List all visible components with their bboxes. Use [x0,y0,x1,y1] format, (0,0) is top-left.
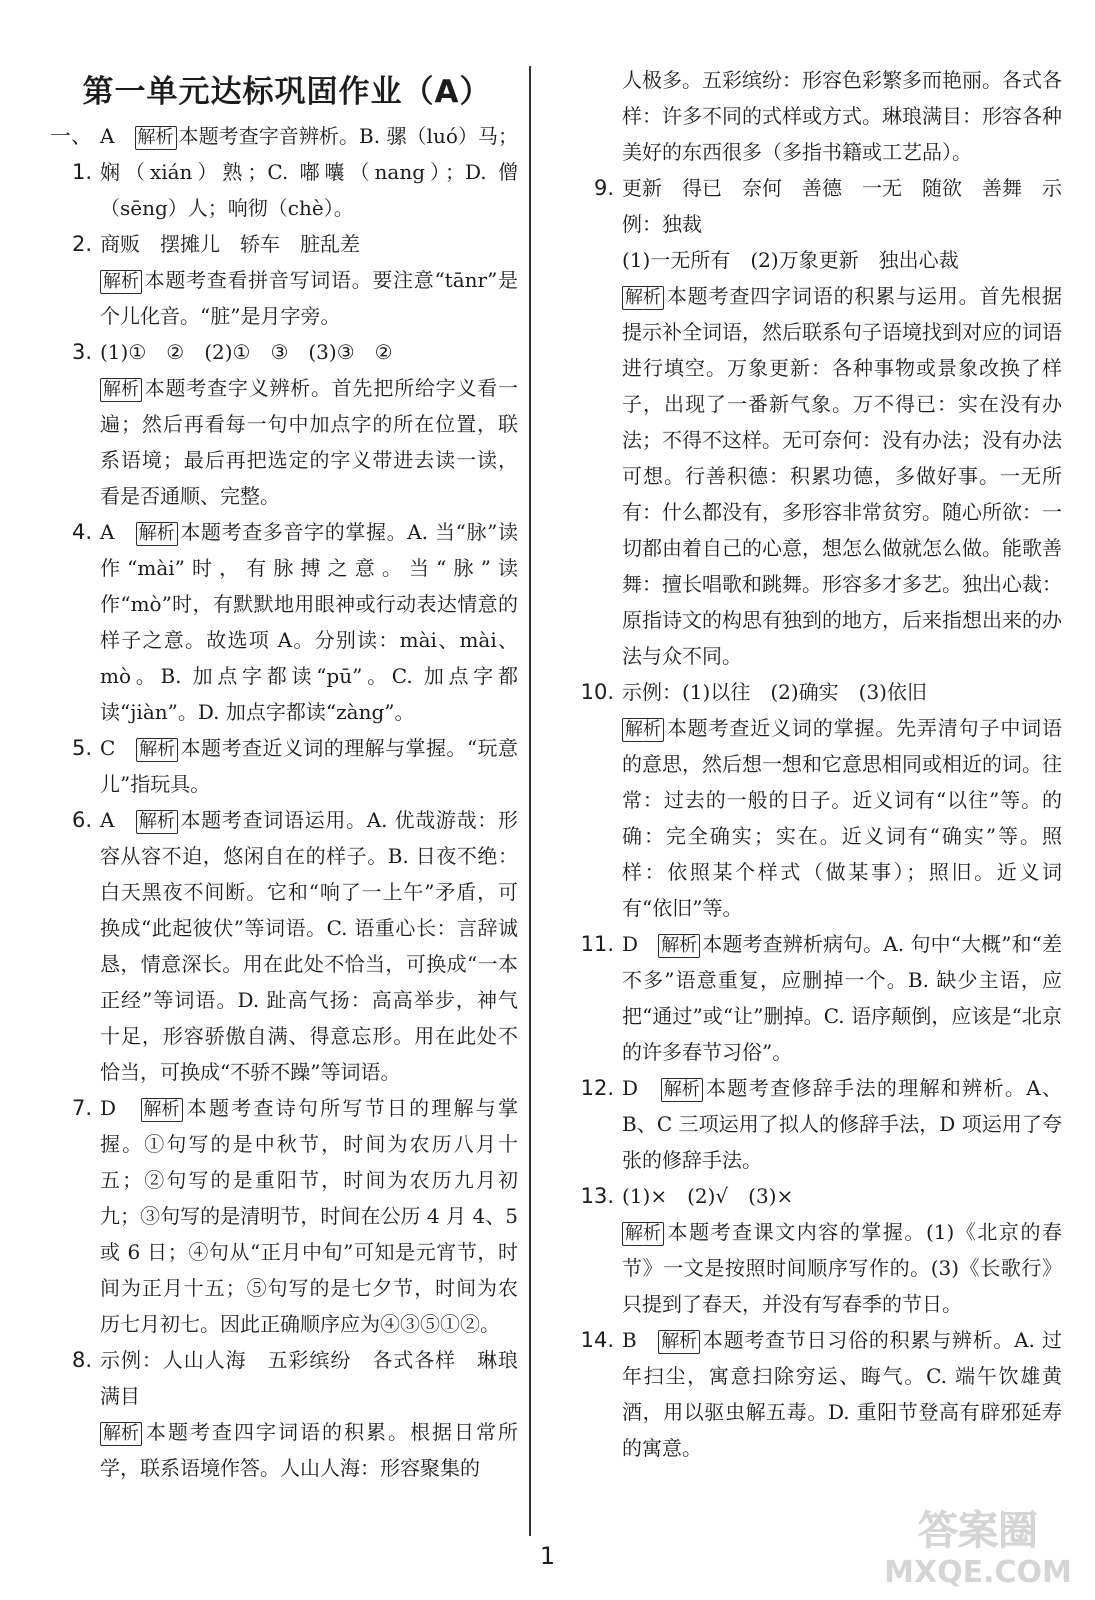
answer-text: 解析 本题考查四字词语的积累与运用。首先根据提示补全词语，然后联系句子语境找到对应的词语进行填空。万象更新：各种事物或景象改换了样子，出现了一番新气象。万不得已：实在没有办法；不得不这样。无可奈何：没有办法；没有办法可想。行善积德：积累功德，多做好事。一无所有：什么都没有，多形容非常贫穷。随心所欲：一切都由着自己的心意，想怎么做就怎么做。能歌善舞：擅长唱歌和跳舞。形容多才多艺。独出心裁：原指诗文的构思有独到的地方，后来指想出来的办法与众不同。 [622,284,1062,668]
answer-number: 9. [593,176,614,200]
answer-item [576,674,1062,926]
analysis-tag: 解析 [136,738,178,762]
left-column [30,118,518,1486]
answer-text: 解析 本题考查四字词语的积累。根据日常所学，联系语境作答。人山人海：形容聚集的 [100,1420,518,1480]
answer-text: 示例：(1)以往 (2)确实 (3)依旧 [622,680,927,704]
answer-text: D 解析 本题考查诗句所写节日的理解与掌握。①句写的是中秋节，时间为农历八月十五；②句写的是重阳节，时间为农历九月初九；③句写的是清明节，时间在公历 4 月 4、5 或 6 日；④句从“正月中旬”可知是元宵节，时间为正月十五；⑤句写的是七夕节，时间为农历七月初七。因此正确顺序应为④③⑤①②。 [100,1096,519,1336]
answer-text: 人极多。五彩缤纷：形容色彩繁多而艳丽。各式各样：许多不同的式样或方式。琳琅满目：形容各种美好的东西很多（多指书籍或工艺品）。 [622,68,1062,164]
column-divider [529,66,531,1536]
answer-item [576,170,1062,674]
answer-number: 7. [71,1096,92,1120]
analysis-tag: 解析 [658,1330,700,1354]
answer-text: C 解析 本题考查近义词的理解与掌握。“玩意儿”指玩具。 [100,736,518,796]
answer-text: 解析 本题考查字义辨析。首先把所给字义看一遍；然后再看每一句中加点字的所在位置，联系语境；最后再把选定的字义带进去读一读，看是否通顺、完整。 [100,376,518,508]
answer-text: (1)一无所有 (2)万象更新 独出心裁 [622,248,959,272]
answer-text: (1)① ② (2)① ③ (3)③ ② [100,340,393,364]
right-column [576,62,1062,1466]
page-title: 第一单元达标巩固作业（A） [82,74,492,110]
answer-text: A 解析 本题考查多音字的掌握。A. 当“脉”读作“mài”时，有脉搏之意。当“脉”读作“mò”时，有默默地用眼神或行动表达情意的样子之意。故选项 A。分别读：mài、mài、mò。B. 加点字都读“pū”。C. 加点字都读“jiàn”。D. 加点字都读“zàng”。 [100,520,518,724]
analysis-tag: 解析 [100,270,142,294]
answer-number: 8. [71,1348,92,1372]
answer-text: A 解析 本题考查字音辨析。B. 骡（luó）马；娴（xián）熟；C. 嘟囔（nang）；D. 僧（sēng）人；响彻（chè）。 [100,124,518,220]
watermark-logo-icon [878,1500,1078,1590]
analysis-tag: 解析 [100,1422,142,1446]
answer-item [576,1322,1062,1466]
analysis-tag: 解析 [661,1078,703,1102]
answer-text: D 解析 本题考查辨析病句。A. 句中“大概”和“差不多”语意重复，应删掉一个。B. 缺少主语，应把“通过”或“让”删掉。C. 语序颠倒，应该是“北京的许多春节习俗”。 [622,932,1062,1064]
answer-text: D 解析 本题考查修辞手法的理解和辨析。A、B、C 三项运用了拟人的修辞手法，D 项运用了夸张的修辞手法。 [622,1076,1062,1172]
answer-item [30,1090,518,1342]
svg-text:MXQE.COM: MXQE.COM [884,1555,1072,1590]
analysis-tag: 解析 [141,1098,183,1122]
answer-item [30,334,518,514]
answer-text: 解析 本题考查近义词的掌握。先弄清句子中词语的意思，然后想一想和它意思相同或相近的词。往常：过去的一般的日子。近义词有“以往”等。的确：完全确实；实在。近义词有“确实”等。照样：依照某个样式（做某事）；照旧。近义词有“依旧”等。 [622,716,1062,920]
analysis-tag: 解析 [136,810,178,834]
answer-number: 6. [71,808,92,832]
answer-text: (1)× (2)√ (3)× [622,1184,794,1208]
analysis-tag: 解析 [100,378,142,402]
answer-number: 2. [71,232,92,256]
answer-number: 12. [580,1076,614,1100]
answer-number: 一、1. [50,124,92,184]
answer-item [30,1342,518,1486]
answer-item [576,62,1062,170]
answer-number: 13. [580,1184,614,1208]
answer-item [30,226,518,334]
answer-item [576,1070,1062,1178]
analysis-tag: 解析 [658,934,700,958]
answer-text: A 解析 本题考查词语运用。A. 优哉游哉：形容从容不迫，悠闲自在的样子。B. 日夜不绝：白天黑夜不间断。它和“响了一上午”矛盾，可换成“此起彼伏”等词语。C. 语重心长：言辞诚恳，情意深长。用在此处不恰当，可换成“一本正经”等词语。D. 趾高气扬：高高举步，神气十足，形容骄傲自满、得意忘形。用在此处不恰当，可换成“不骄不躁”等词语。 [100,808,518,1084]
analysis-tag: 解析 [136,522,178,546]
analysis-tag: 解析 [622,1222,664,1246]
answer-number: 4. [71,520,92,544]
analysis-tag: 解析 [135,126,177,150]
svg-text:答案圈: 答案圈 [918,1508,1038,1554]
answer-text: 商贩 摆摊儿 轿车 脏乱差 [100,232,360,256]
answer-text: 示例：人山人海 五彩缤纷 各式各样 琳琅满目 [100,1348,518,1408]
answer-item [30,118,518,226]
answer-item [576,926,1062,1070]
answer-text: 解析 本题考查课文内容的掌握。(1)《北京的春节》一文是按照时间顺序写作的。(3)《长歌行》只提到了春天，并没有写春季的节日。 [622,1220,1062,1316]
analysis-tag: 解析 [622,718,664,742]
answer-number: 10. [580,680,614,704]
answer-item [30,802,518,1090]
answer-item [30,730,518,802]
answer-text: B 解析 本题考查节日习俗的积累与辨析。A. 过年扫尘，寓意扫除穷运、晦气。C. 端午饮雄黄酒，用以驱虫解五毒。D. 重阳节登高有辟邪延寿的寓意。 [622,1328,1062,1460]
answer-number: 3. [71,340,92,364]
answer-item [30,514,518,730]
answer-item [576,1178,1062,1322]
answer-number: 11. [580,932,614,956]
answer-text: 解析 本题考查看拼音写词语。要注意“tānr”是个儿化音。“脏”是月字旁。 [100,268,518,328]
answer-number: 14. [580,1328,614,1352]
page-number: 1 [539,1542,556,1570]
answer-number: 5. [71,736,92,760]
analysis-tag: 解析 [622,286,664,310]
answer-text: 更新 得已 奈何 善德 一无 随欲 善舞 示例：独裁 [622,176,1062,236]
